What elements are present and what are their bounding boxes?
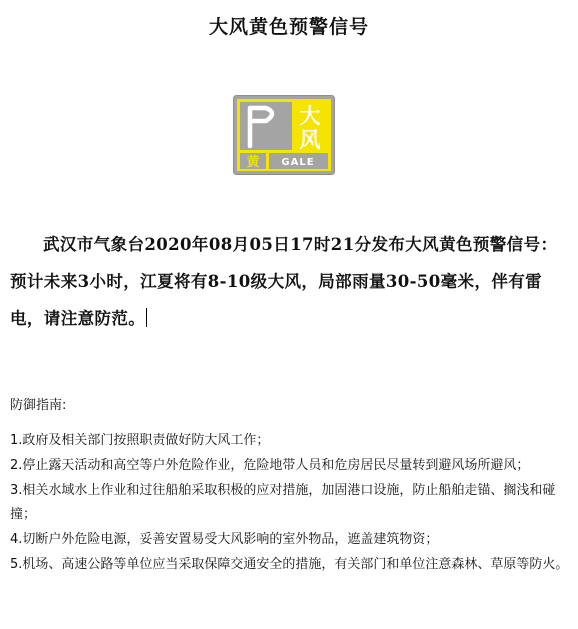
signal-label-en: GALE — [281, 157, 315, 168]
gale-yellow-warning-icon — [232, 94, 336, 176]
text-cursor — [146, 308, 147, 327]
guideline-item: 4.切断户外危险电源，妥善安置易受大风影响的室外物品，遮盖建筑物资； — [10, 532, 439, 547]
guideline-list — [10, 429, 572, 578]
signal-char-wind: 风 — [299, 128, 321, 152]
guideline-item: 2.停止露天活动和高空等户外危险作业，危险地带人员和危房居民尽量转到避风场所避风； — [10, 458, 530, 473]
warning-bulletin — [10, 226, 566, 337]
signal-char-big: 大 — [299, 104, 321, 128]
signal-char-color: 黄 — [246, 155, 260, 170]
page-title: 大风黄色预警信号 — [208, 16, 369, 38]
guideline-item: 5.机场、高速公路等单位应当采取保障交通安全的措施，有关部门和单位注意森林、草原等防火。 — [10, 557, 569, 572]
guideline-item: 1.政府及相关部门按照职责做好防大风工作； — [10, 433, 270, 448]
guideline-item: 3.相关水域水上作业和过往船舶采取积极的应对措施，加固港口设施，防止船舶走锚、搁浅和碰撞； — [10, 483, 556, 522]
guide-heading: 防御指南: — [10, 398, 67, 413]
bulletin-text: 武汉市气象台2020年08月05日17时21分发布大风黄色预警信号：预计未来3小时，江夏将有8-10级大风，局部雨量30-50毫米，伴有雷电，请注意防范。 — [10, 235, 558, 328]
